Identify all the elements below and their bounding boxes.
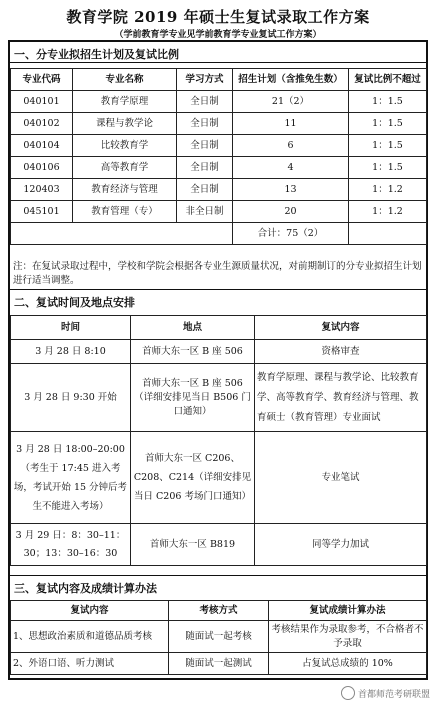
table-row (11, 621, 427, 653)
table-row (11, 91, 427, 113)
page-subtitle: （学前教育学专业见学前教育学专业复试工作方案） (114, 30, 322, 40)
cell: 全日制 (177, 135, 233, 157)
cell: 1：1.2 (349, 179, 427, 201)
cell: 20 (233, 201, 349, 223)
cell: 同等学力加试 (255, 524, 427, 566)
total-row (11, 223, 427, 245)
divider (8, 289, 428, 290)
schedule-table (10, 315, 427, 566)
cell: 教育经济与管理 (73, 179, 177, 201)
cell: 11 (233, 113, 349, 135)
cell: 6 (233, 135, 349, 157)
cell: 1：1.5 (349, 157, 427, 179)
cell: 120403 (11, 179, 73, 201)
cell: 040104 (11, 135, 73, 157)
cell: 占复试总成绩的 10% (269, 653, 427, 675)
cell: 比较教育学 (73, 135, 177, 157)
page-title: 教育学院 2019 年硕士生复试录取工作方案 (66, 8, 370, 26)
col-header: 招生计划（含推免生数） (233, 69, 349, 91)
table-header-row (11, 316, 427, 340)
watermark-text: 首都师范考研联盟 (357, 689, 430, 700)
divider (8, 575, 428, 576)
cell: 首师大东一区 C206、C208、C214（详细安排见当日 C206 考场门口通知） (131, 432, 255, 524)
col-header: 专业代码 (11, 69, 73, 91)
table-header-row (11, 69, 427, 91)
cell: 045101 (11, 201, 73, 223)
cell: 3 月 29 日：8：30–11：30；13：30–16：30 (11, 524, 131, 566)
cell: 全日制 (177, 113, 233, 135)
col-header: 复试成绩计算办法 (269, 601, 427, 621)
cell: 1、思想政治素质和道德品质考核 (11, 621, 169, 653)
col-header: 考核方式 (169, 601, 269, 621)
plan-table (10, 68, 427, 245)
table-row (11, 135, 427, 157)
cell: 教育学原理 (73, 91, 177, 113)
cell: 全日制 (177, 91, 233, 113)
col-header: 复试内容 (255, 316, 427, 340)
cell: 教育管理（专） (73, 201, 177, 223)
cell: 课程与教学论 (73, 113, 177, 135)
cell: 21（2） (233, 91, 349, 113)
section3-heading: 三、复试内容及成绩计算办法 (14, 582, 157, 595)
col-header: 地点 (131, 316, 255, 340)
col-header: 复试比例不超过 (349, 69, 427, 91)
cell: 高等教育学 (73, 157, 177, 179)
table-row (11, 364, 427, 432)
table-row (11, 157, 427, 179)
cell: 2、外语口语、听力测试 (11, 653, 169, 675)
total-cell: 合计：75（2） (233, 223, 349, 245)
section1-heading: 一、分专业拟招生计划及复试比例 (14, 48, 179, 61)
cell: 首师大东一区 B 座 506（详细安排见当日 B506 门口通知） (131, 364, 255, 432)
col-header: 专业名称 (73, 69, 177, 91)
table-row (11, 432, 427, 524)
cell: 1：1.5 (349, 91, 427, 113)
cell: 3 月 28 日 18:00–20:00（考生于 17:45 进入考场，考试开始 15 分钟后考生不能进入考场） (11, 432, 131, 524)
cell: 随面试一起测试 (169, 653, 269, 675)
cell: 3 月 28 日 8:10 (11, 340, 131, 364)
scoring-table (10, 600, 427, 675)
cell: 资格审查 (255, 340, 427, 364)
cell: 040101 (11, 91, 73, 113)
cell: 全日制 (177, 157, 233, 179)
plan-note: 注：在复试录取过程中，学校和学院会根据各专业生源质量状况，对前期制订的分专业拟招生计划进行适当调整。 (13, 261, 422, 286)
watermark (341, 686, 430, 700)
table-row (11, 653, 427, 675)
table-header-row (11, 601, 427, 621)
table-row (11, 340, 427, 364)
cell: 教育学原理、课程与教学论、比较教育学、高等教育学、教育经济与管理、教育硕士（教育管理）专业面试 (255, 364, 427, 432)
col-header: 学习方式 (177, 69, 233, 91)
cell: 首师大东一区 B 座 506 (131, 340, 255, 364)
cell: 全日制 (177, 179, 233, 201)
cell: 13 (233, 179, 349, 201)
table-row (11, 201, 427, 223)
cell: 1：1.2 (349, 201, 427, 223)
table-row (11, 179, 427, 201)
cell: 040102 (11, 113, 73, 135)
table-row (11, 113, 427, 135)
cell: 专业笔试 (255, 432, 427, 524)
divider (8, 62, 428, 63)
cell: 首师大东一区 B819 (131, 524, 255, 566)
cell: 随面试一起考核 (169, 621, 269, 653)
cell: 1：1.5 (349, 113, 427, 135)
cell: 考核结果作为录取参考，不合格者不予录取 (269, 621, 427, 653)
cell: 3 月 28 日 9:30 开始 (11, 364, 131, 432)
col-header: 时间 (11, 316, 131, 340)
cell: 4 (233, 157, 349, 179)
table-row (11, 524, 427, 566)
section2-heading: 二、复试时间及地点安排 (14, 296, 135, 309)
cell: 040106 (11, 157, 73, 179)
cell: 非全日制 (177, 201, 233, 223)
wechat-icon (341, 686, 355, 700)
cell: 1：1.5 (349, 135, 427, 157)
col-header: 复试内容 (11, 601, 169, 621)
